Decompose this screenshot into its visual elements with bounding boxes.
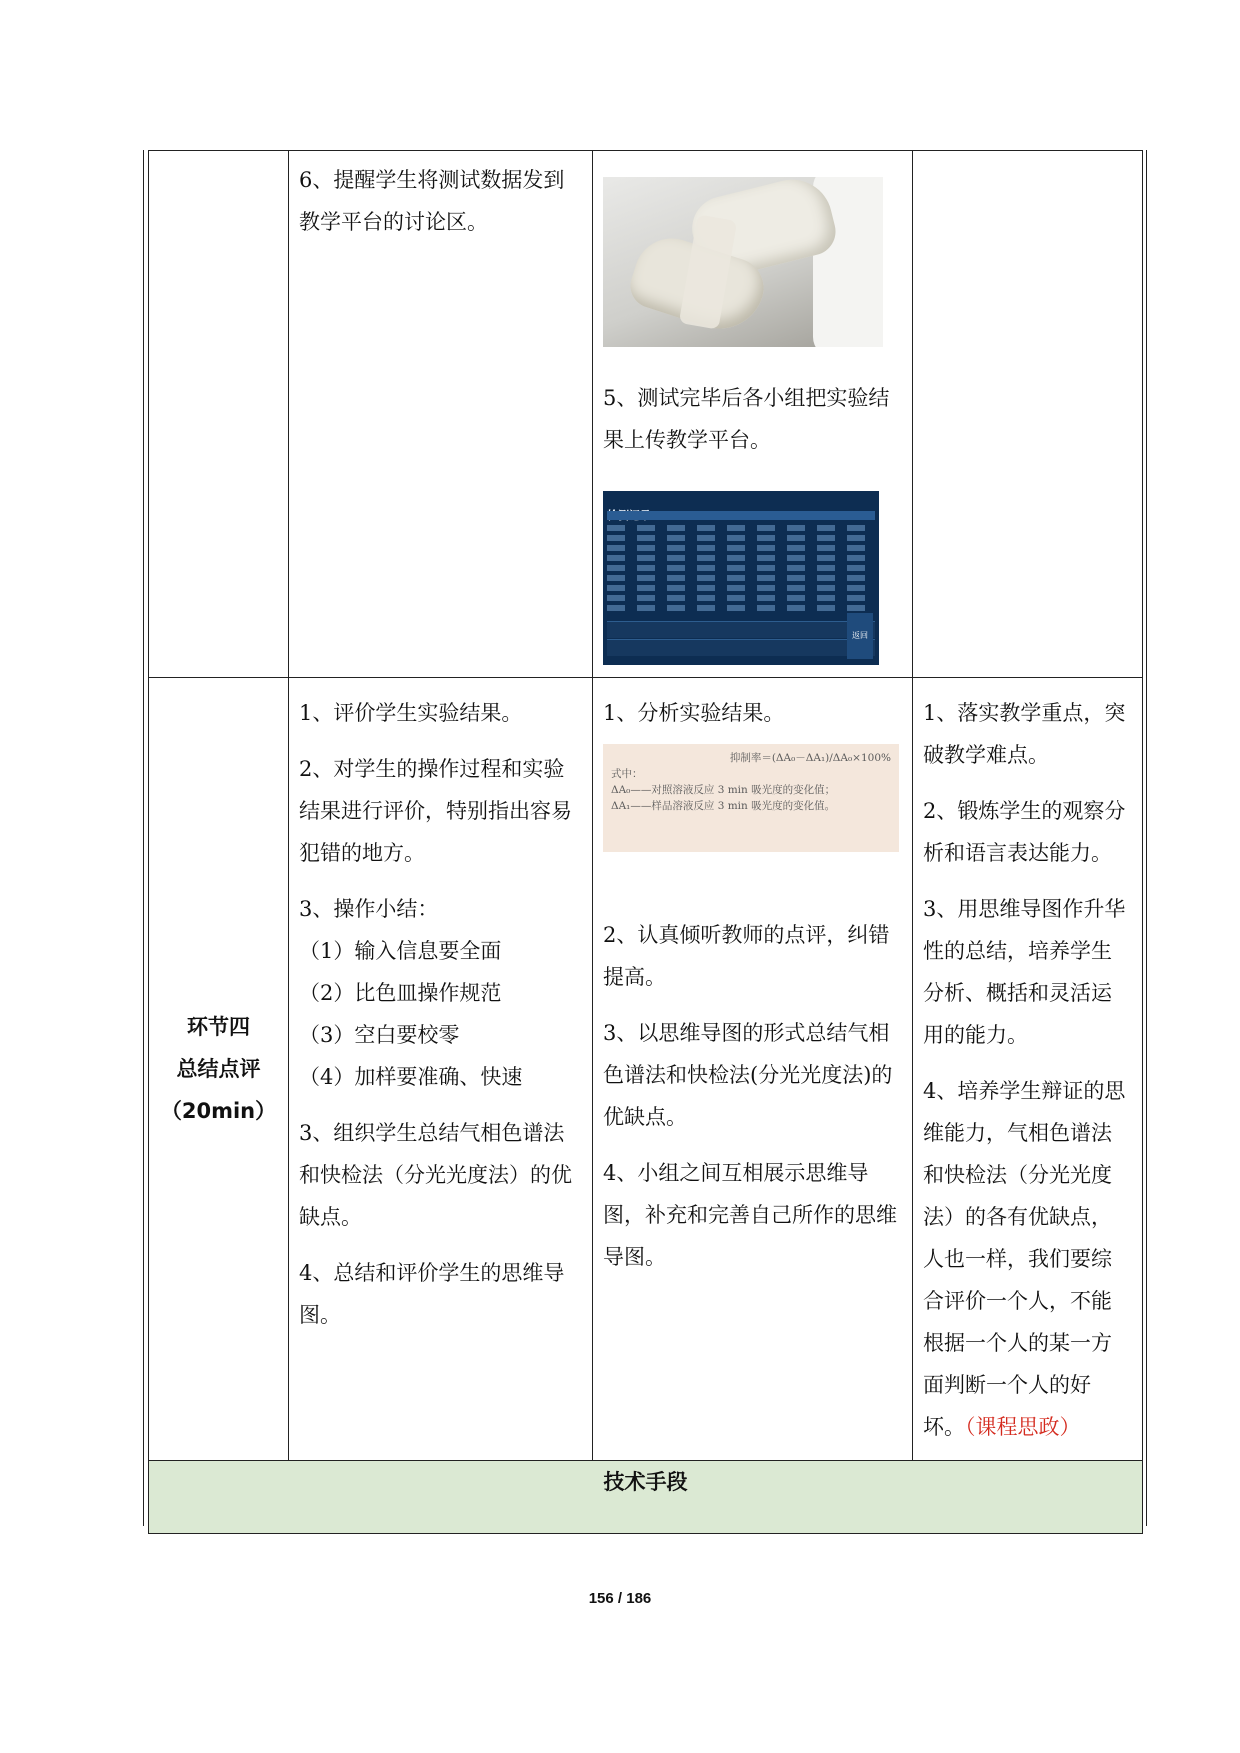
summary-point-1: （1）输入信息要全面 xyxy=(299,939,502,963)
student-item-3: 3、以思维导图的形式总结气相色谱法和快检法(分光光度法)的优缺点。 xyxy=(603,1021,893,1129)
lesson-plan-table xyxy=(148,150,1143,1534)
stage-duration: （20min） xyxy=(160,1099,277,1123)
formula-where: 式中： xyxy=(611,768,643,780)
stage-name: 环节四 xyxy=(187,1015,250,1039)
outer-border-right xyxy=(1146,150,1147,1526)
teacher-activity-cell xyxy=(289,151,593,678)
student-item-2: 2、认真倾听教师的点评，纠错提高。 xyxy=(603,923,890,989)
teacher-item-2: 2、对学生的操作过程和实验结果进行评价，特别指出容易犯错的地方。 xyxy=(299,757,572,865)
tech-header-cell: 技术手段 xyxy=(149,1461,1143,1534)
screenshot-back-button: 返回 xyxy=(847,613,873,659)
formula-def-a1: ΔA₁——样品溶液反应 3 min 吸光度的变化值。 xyxy=(611,800,836,812)
summary-point-4: （4）加样要准确、快速 xyxy=(299,1065,523,1089)
detection-record-screenshot xyxy=(603,491,879,665)
summary-point-3: （3）空白要校零 xyxy=(299,1023,460,1047)
teacher-activity-cell xyxy=(289,678,593,1461)
formula-equation: 抑制率＝(ΔA₀－ΔA₁)/ΔA₀×100% xyxy=(729,752,891,764)
teacher-item-3: 3、操作小结： xyxy=(299,897,439,921)
design-intent-cell-empty xyxy=(913,151,1143,678)
teacher-item-4: 3、组织学生总结气相色谱法和快检法（分光光度法）的优缺点。 xyxy=(299,1121,572,1229)
stage-cell-empty xyxy=(149,151,289,678)
teacher-item-1: 1、评价学生实验结果。 xyxy=(299,701,523,725)
intent-item-4 xyxy=(923,1070,1132,1448)
design-intent-cell xyxy=(913,678,1143,1461)
formula-def-a0: ΔA₀——对照溶液反应 3 min 吸光度的变化值； xyxy=(611,784,836,796)
ideological-tag: （课程思政） xyxy=(965,1415,1081,1439)
stage-label-cell xyxy=(149,678,289,1461)
student-step-5: 5、测试完毕后各小组把实验结果上传教学平台。 xyxy=(603,386,890,452)
table-row-tech-header xyxy=(149,1461,1143,1534)
student-item-4: 4、小组之间互相展示思维导图，补充和完善自己所作的思维导图。 xyxy=(603,1161,897,1269)
intent-item-4-text: 4、培养学生辩证的思维能力，气相色谱法和快检法（分光光度法）的各有优缺点，人也一样，我们要综合评价一个人，不能根据一个人的某一方面判断一个人的好坏。 xyxy=(923,1079,1126,1439)
summary-point-2: （2）比色皿操作规范 xyxy=(299,981,502,1005)
inhibition-rate-formula xyxy=(603,744,899,852)
student-item-1: 1、分析实验结果。 xyxy=(603,701,785,725)
student-activity-cell xyxy=(593,151,913,678)
page-number: 156 / 186 xyxy=(588,1590,652,1607)
teacher-item-5: 4、总结和评价学生的思维导图。 xyxy=(299,1261,565,1327)
table-row-summary xyxy=(149,678,1143,1461)
student-activity-cell xyxy=(593,678,913,1461)
intent-item-1: 1、落实教学重点，突破教学难点。 xyxy=(923,701,1126,767)
outer-border-left xyxy=(143,150,144,1526)
gloves-photo xyxy=(603,177,883,347)
intent-item-2: 2、锻炼学生的观察分析和语言表达能力。 xyxy=(923,799,1126,865)
stage-title: 总结点评 xyxy=(176,1057,261,1081)
table-row-data-upload xyxy=(149,151,1143,678)
teacher-step-6: 6、提醒学生将测试数据发到教学平台的讨论区。 xyxy=(299,168,565,234)
intent-item-3: 3、用思维导图作升华性的总结，培养学生分析、概括和灵活运用的能力。 xyxy=(923,897,1126,1047)
